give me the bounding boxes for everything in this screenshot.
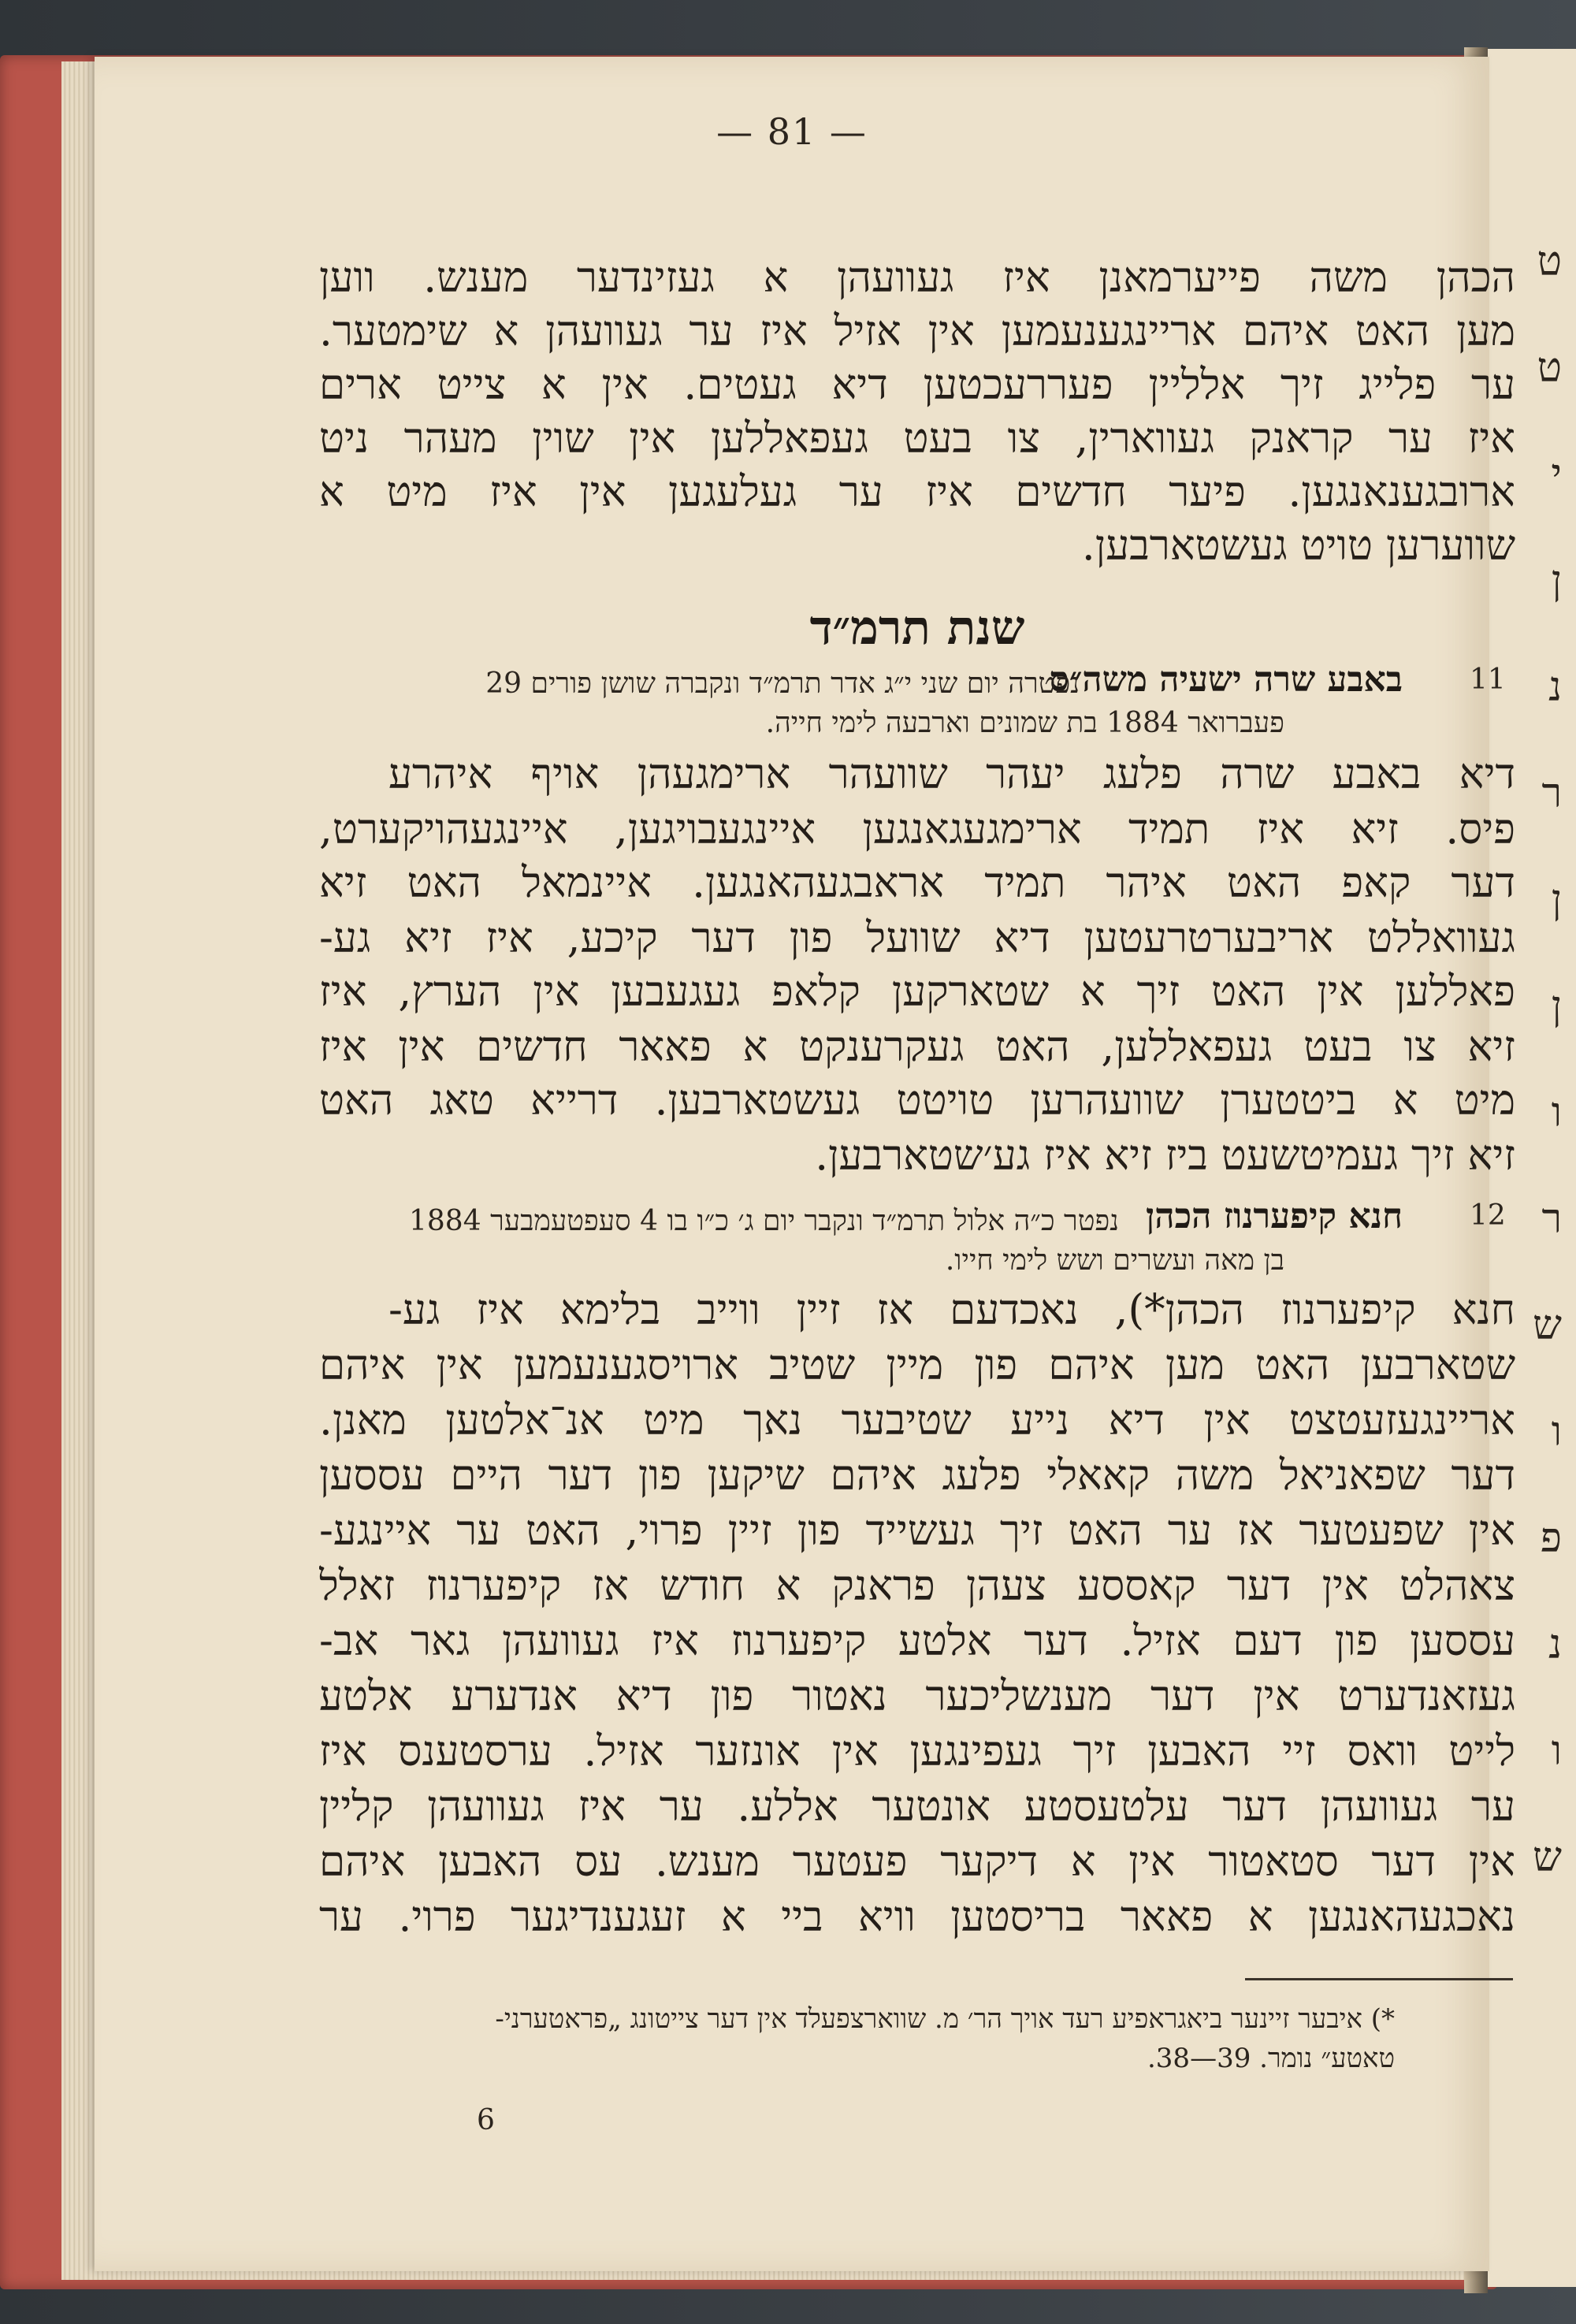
entry-title-11: באבע שרה ישעיה משה״ס bbox=[1049, 660, 1403, 700]
text-line: לייט וואס זיי האבען זיך געפינגען אין אונזער אזיל. ערסטענס איז bbox=[319, 1727, 1515, 1776]
entry-number-11: 11 bbox=[1470, 664, 1506, 696]
next-page-fragment: נ bbox=[1548, 1621, 1562, 1668]
next-page-fragment: ן bbox=[1551, 557, 1562, 604]
next-page-fragment: ש bbox=[1533, 1302, 1562, 1349]
next-page-fragment: י bbox=[1551, 451, 1562, 498]
text-line: ארובגענאנגען. פיער חדשים איז ער געלעגען אין איז מיט א bbox=[319, 468, 1515, 516]
text-line: דיא באבע שרה פלעג יעהר שוועהר ארימגעהן אויף איהרע bbox=[388, 750, 1515, 798]
text-line: געוואללט אריבערטרעטען דיא שוועל פון דער קיכע, איז זיא גע- bbox=[319, 914, 1515, 962]
next-page-fragment: ר bbox=[1541, 1195, 1562, 1243]
text-line: פאללען אין האט זיך א שטארקען קלאפ געגעבען אין הערץ, איז bbox=[319, 968, 1515, 1016]
text-line: עססען פון דעם אזיל. דער אלטע קיפערנוז איז געוועהן גאר אב- bbox=[319, 1617, 1515, 1665]
next-page-fragment: ו bbox=[1551, 1408, 1562, 1456]
text-line: פיס. זיא איז תמיד ארימגעגאנגען איינגעבויגען, איינגעהויקערט, bbox=[319, 805, 1515, 853]
text-line: הכהן משה פייערמאנן איז געוועהן א געזינדער מענש. ווען bbox=[319, 254, 1515, 302]
next-page-fragment: ן bbox=[1551, 983, 1562, 1030]
text-line: ער פלייג זיך אלליין פעררעכטען דיא געטים. אין א צייט ארים bbox=[319, 361, 1515, 409]
next-page-fragment: ו bbox=[1551, 1727, 1562, 1775]
text-line: צאהלט אין דער קאססע צעהן פראנק א חודש אז קיפערנוז זאלל bbox=[319, 1562, 1515, 1610]
signature-mark: 6 bbox=[477, 2104, 495, 2136]
text-line: אין דער סטאטור אין א דיקער פעטער מענש. עס האבען איהם bbox=[319, 1838, 1515, 1886]
next-page-fragment: ו bbox=[1551, 1089, 1562, 1136]
text-line: מיט א ביטטערן שוועהרען טויטט געשטארבען. דרייא טאג האט bbox=[319, 1076, 1515, 1125]
text-line: זיא צו בעט געפאללען, האט געקרענקט א פאאר חדשים אין איז bbox=[319, 1023, 1515, 1071]
footnote-rule bbox=[1245, 1978, 1513, 1980]
year-heading: שנת תרמ״ד bbox=[809, 601, 1025, 656]
footnote-line: *) איבער זיינער ביאגראפיע רעד אויך הר׳ מ. שווארצפעלד אין דער צייטונג „פראטערני- bbox=[495, 2003, 1395, 2035]
entry-meta-12: נפטר כ״ה אלול תרמ״ד ונקבר יום ג׳ כ״ו בו 4 סעפטעמבער 1884 bbox=[409, 1205, 1119, 1237]
text-line: זיא זיך געמיטשעט ביז זיא איז גע׳שטארבען. bbox=[815, 1132, 1515, 1180]
text-line: מען האט איהם אריינגענעמען אין אזיל איז ער געוועהן א שימטער. bbox=[319, 307, 1515, 355]
text-line: דער קאפ האט איהר תמיד אראבגעהאנגען. איינמאל האט זיא bbox=[319, 859, 1515, 907]
text-line: דער שפאניאל משה קאאלי פלעג איהם שיקען פון דער היים עססען bbox=[319, 1452, 1515, 1500]
text-line: איז ער קראנק געווארין, צו בעט געפאללען אין שוין מעהר ניט bbox=[319, 415, 1515, 463]
next-page-fragment: נ bbox=[1548, 664, 1562, 711]
footnote-line: טאטע״ נומר. 39—38. bbox=[1147, 2043, 1395, 2074]
next-page-fragment: ט bbox=[1537, 344, 1562, 392]
text-line: ער געוועהן דער עלטעסטע אונטער אללע. ער איז געוועהן קליין bbox=[319, 1783, 1515, 1831]
next-page-fragment: ט bbox=[1537, 238, 1562, 285]
next-page-fragment: ן bbox=[1551, 876, 1562, 924]
next-page-fragment: פ bbox=[1540, 1515, 1562, 1562]
entry-title-12: חנא קיפערנוז הכהן bbox=[1146, 1196, 1403, 1236]
text-line: אריינגעזעטצט אין דיא נייע שטיבער נאך מיט אנ־אלטען מאנן. bbox=[319, 1396, 1515, 1445]
entry-meta-11: נפטרה יום שני י״ג אדר תרמ״ד ונקברה שושן פורים 29 bbox=[485, 667, 1080, 700]
page-number: — 81 — bbox=[716, 110, 868, 153]
book-page bbox=[95, 57, 1515, 2271]
text-line: שטארבען האט מען איהם פון מיין שטיב ארויסגענעמען אין איהם bbox=[319, 1341, 1515, 1389]
text-line: נאכגעהאנגען א פאאר בריסטען וויא ביי א זעגענדיגער פרוי. ער bbox=[319, 1893, 1515, 1941]
text-line: געזאנדערט אין דער מענשליכער נאטור פון דיא אנדערע אלטע bbox=[319, 1672, 1515, 1720]
entry-number-12: 12 bbox=[1470, 1199, 1506, 1232]
entry-meta-11b: פעברואר 1884 בת שמונים וארבעה לימי חייה. bbox=[765, 707, 1284, 739]
next-page-fragment: ש bbox=[1533, 1834, 1562, 1881]
next-page-fragment: ר bbox=[1541, 770, 1562, 817]
text-line: שווערען טויט געשטארבען. bbox=[1081, 522, 1515, 570]
entry-meta-12b: בן מאה ועשרים ושש לימי חייו. bbox=[945, 1244, 1284, 1277]
text-line: חנא קיפערנוז הכהן*), נאכדעם אז זיין ווייב בלימא איז גע- bbox=[388, 1286, 1515, 1334]
text-line: אין שפעטער אז ער האט זיך געשייד פון זיין פרוי, האט ער איינגע- bbox=[319, 1507, 1515, 1555]
